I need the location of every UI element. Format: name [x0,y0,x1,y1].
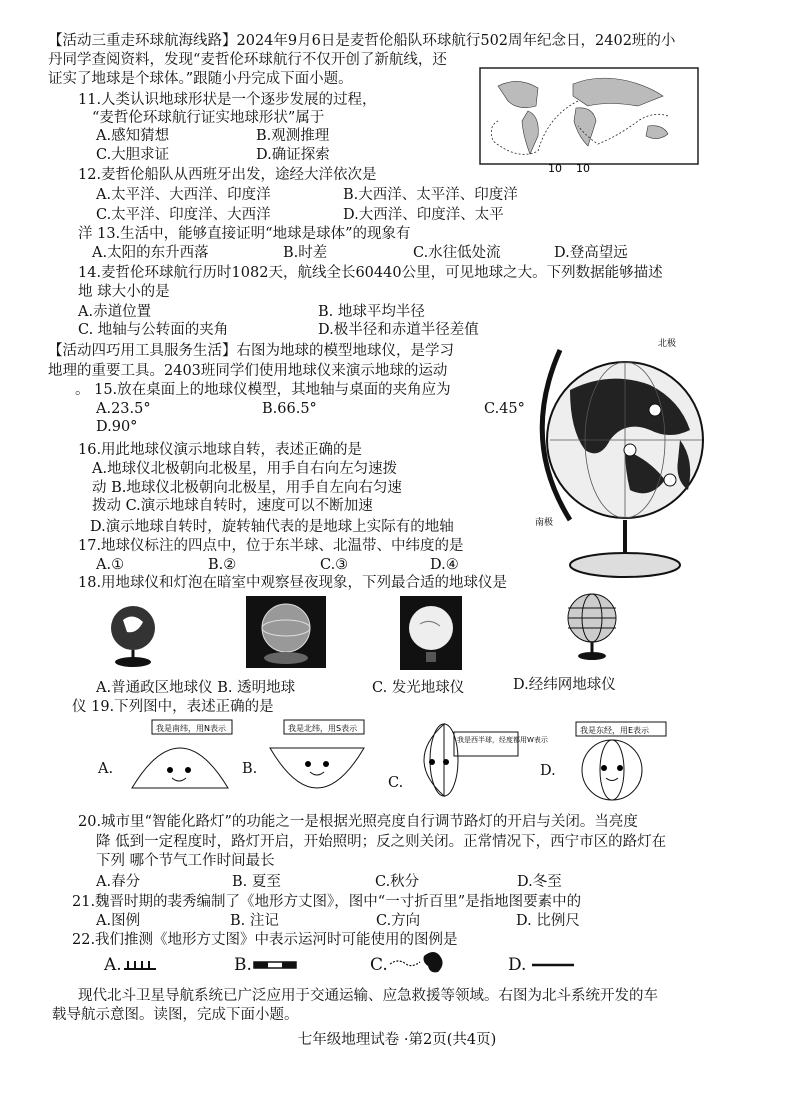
q17-option-b: B.② [208,557,237,573]
map-label-left: 10 [548,162,562,175]
globe-north-label: 北极 [658,339,677,349]
q11-option-c: C.大胆求证 [96,147,170,163]
q19-bubble-c: 我是西半球，经度都用W表示 [457,736,548,744]
activity4-intro-line3: 。 15.放在桌面上的地球仪模型，其地轴与桌面的夹角应为 [75,382,451,398]
q18-option-c: C. 发光地球仪 [372,680,465,696]
q21-stem: 21.魏晋时期的裴秀编制了《地形方丈图》，图中“一寸折百里”是指地图要素中的 [72,894,582,910]
q20-option-b: B. 夏至 [232,874,281,890]
q18-option-a-b: A.普通政区地球仪 B. 透明地球 [96,680,296,696]
magellan-route-map [478,66,700,178]
q13-stem: 洋 13.生活中，能够直接证明“地球是球体”的现象有 [78,226,411,242]
q21-option-a: A.图例 [96,913,141,929]
q14-stem-line2: 地 球大小的是 [78,284,170,300]
q12-option-c: C.太平洋、印度洋、大西洋 [96,207,271,223]
q19-bubble-d: 我是东经，用E表示 [580,726,650,735]
q22-symbol-b [252,958,298,972]
q19-stem: 仪 19.下列图中，表述正确的是 [72,699,274,715]
q22-symbol-c [388,948,448,976]
q19-option-a: A. [98,761,114,777]
q21-option-d: D. 比例尺 [516,913,580,929]
q19-diagram-c [404,718,548,802]
q11-stem-line1: 11.人类认识地球形状是一个逐步发展的过程， [78,92,377,108]
q13-option-d: D.登高望远 [554,245,628,261]
q22-symbol-d [530,958,576,972]
q16-line1: A.地球仪北极朝向北极星，用手自右向左匀速拨 [92,461,398,477]
q14-option-d: D.极半径和赤道半径差值 [318,322,479,338]
q19-diagram-d [562,718,682,802]
q19-bubble-b: 我是北纬，用S表示 [288,724,358,733]
q18-option-d: D.经纬网地球仪 [513,677,616,693]
q12-option-b: B.大西洋、太平洋、印度洋 [343,187,518,203]
q22-option-a: A. [104,955,122,975]
q19-diagram-b [262,718,372,800]
q11-option-b: B.观测推理 [256,128,330,144]
q14-option-a: A.赤道位置 [78,304,152,320]
q16-stem: 16.用此地球仪演示地球自转，表述正确的是 [78,442,363,458]
q22-stem: 22.我们推测《地形方丈图》中表示运河时可能使用的图例是 [72,932,458,948]
q16-line4: D.演示地球自转时，旋转轴代表的是地球上实际有的地轴 [90,519,454,535]
q15-option-b: B.66.5° [262,401,317,417]
q15-option-c: C.45° [484,401,525,417]
q16-line3: 拨动 C.演示地球自转时，速度可以不断加速 [92,498,373,514]
q20-option-a: A.春分 [96,874,141,890]
q12-option-d: D.大西洋、印度洋、太平 [343,207,504,223]
q16-line2: 动 B.地球仪北极朝向北极星，用手自左向右匀速 [92,480,402,496]
q13-option-b: B.时差 [283,245,328,261]
q17-option-a: A.① [96,557,125,573]
q20-line3: 下列 哪个节气工作时间最长 [96,853,275,869]
q14-option-b: B. 地球平均半径 [318,304,425,320]
q22-option-b: B. [234,955,252,975]
q20-option-d: D.冬至 [517,874,562,890]
q17-stem: 17.地球仪标注的四点中，位于东半球、北温带、中纬度的是 [78,538,464,554]
q14-stem-line1: 14.麦哲伦环球航行历时1082天，航线全长60440公里，可见地球之大。下列数据能够描述 [78,265,663,281]
globe-political-image [105,600,165,670]
activity3-intro-line3: 证实了地球是个球体。”跟随小丹完成下面小题。 [48,71,353,87]
q17-option-d: D.④ [430,557,459,573]
q19-diagram-a [122,718,240,800]
q19-bubble-a: 我是南纬，用N表示 [156,724,226,733]
q12-option-a: A.太平洋、大西洋、印度洋 [96,187,271,203]
q13-option-a: A.太阳的东升西落 [92,245,209,261]
q22-option-d: D. [508,955,527,975]
q17-option-c: C.③ [320,557,349,573]
activity4-intro-line1: 【活动四巧用工具服务生活】右图为地球的模型地球仪，是学习 [48,343,454,359]
q18-stem: 18.用地球仪和灯泡在暗室中观察昼夜现象，下列最合适的地球仪是 [78,575,508,591]
globe-grid-image [550,584,634,664]
q15-option-d: D.90° [96,419,138,435]
activity3-intro-line2: 丹同学查阅资料，发现“麦哲伦环球航行不仅开创了新航线，还 [48,52,447,68]
activity4-intro-line2: 地理的重要工具。2403班同学们使用地球仪来演示地球的运动 [48,363,448,379]
q14-option-c: C. 地轴与公转面的夹角 [78,322,229,338]
q13-option-c: C.水往低处流 [413,245,501,261]
q21-option-c: C.方向 [376,913,421,929]
q11-option-d: D.确证探索 [256,147,330,163]
map-label-right: 10 [576,162,590,175]
q20-line2: 降 低到一定程度时，路灯开启，开始照明；反之则关闭。正常情况下，西宁市区的路灯在 [96,834,667,850]
activity3-intro-line1: 【活动三重走环球航海线路】2024年9月6日是麦哲伦船队环球航行502周年纪念日，2402班的小 [48,33,676,49]
q19-option-d: D. [540,763,556,779]
globe-luminous-image [400,596,462,670]
q20-line1: 20.城市里“智能化路灯”的功能之一是根据光照亮度自行调节路灯的开启与关闭。当亮度 [78,814,638,830]
q20-option-c: C.秋分 [375,874,420,890]
outro-line2: 载导航示意图。读图，完成下面小题。 [52,1007,299,1023]
globe-transparent-image [246,596,326,668]
q21-option-b: B. 注记 [230,913,279,929]
outro-line1: 现代北斗卫星导航系统已广泛应用于交通运输、应急救援等领域。右图为北斗系统开发的车 [78,988,658,1004]
q11-option-a: A.感知猜想 [96,128,170,144]
q15-option-a: A.23.5° [96,401,151,417]
q22-option-c: C. [370,955,388,975]
page-footer: 七年级地理试卷 ·第2页(共4页) [297,1032,497,1048]
q22-symbol-a [122,958,158,972]
globe-figure [530,330,710,590]
globe-south-label: 南极 [535,518,554,528]
q11-stem-line2: “麦哲伦环球航行证实地球形状”属于 [92,110,325,126]
q12-stem: 12.麦哲伦船队从西班牙出发，途经大洋依次是 [78,167,377,183]
q19-option-b: B. [242,761,258,777]
q19-option-c: C. [388,775,404,791]
